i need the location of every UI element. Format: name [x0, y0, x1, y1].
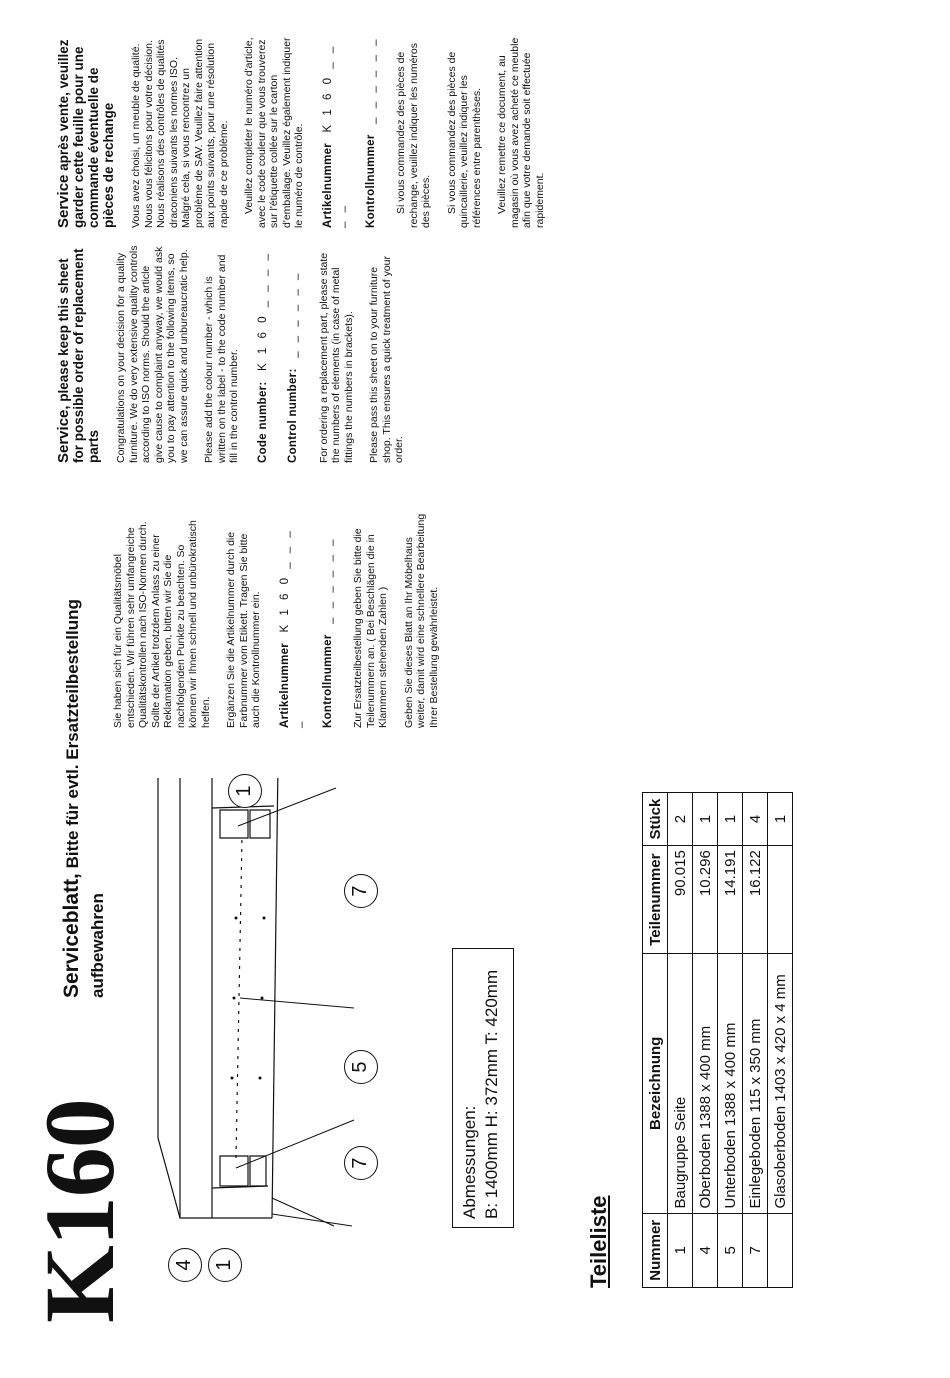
dimensions-value: B: 1400mm H: 372mm T: 420mm: [482, 969, 501, 1219]
callout-4: 4: [168, 1248, 202, 1282]
callout-1-right: 1: [228, 774, 262, 808]
french-paragraph-1: Vous avez choisi, un meuble de qualité. Nous vous félicitons pour votre décision. Nous réalisons des contrôles de qualités draconiens suivants les normes ISO. Malgré cela, si vous rencontrez un problème de SAV. Veuillez faire attention aux points suivants, pour une résolution rapide de ce problème.: [130, 38, 230, 228]
german-control-number: Kontrollnummer _ _ _ _ _ _: [321, 536, 334, 728]
top-panel: [180, 778, 212, 1218]
english-paragraph-2: Please add the colour number - which is written on the label - to the code number and fill in the control number.: [203, 254, 240, 463]
french-heading: Service après vente, veuillez garder cette feuille pour une commande éventuelle de pièces de rechange: [55, 39, 116, 228]
cell-stueck: 1: [693, 793, 718, 846]
header-teilenummer: Teilenummer: [643, 846, 668, 954]
french-paragraph-4: Si vous commandez des pièces de quincaillerie, veuillez indiquer les références entre parenthèses.: [445, 51, 483, 228]
cell-teilenummer: 90.015: [668, 846, 693, 954]
german-paragraph-3: Zur Ersatzteilbestellung geben Sie bitte die Teilenummern an. ( Bei Beschlägen die in Klammern stehenden Zahlen ): [352, 528, 389, 728]
cell-bezeichnung: Glasoberboden 1403 x 420 x 4 mm: [768, 954, 793, 1213]
shelf-right-b: [250, 810, 270, 838]
table-row: [668, 793, 693, 1288]
table-row: [743, 793, 768, 1288]
header-bezeichnung: Bezeichnung: [643, 954, 668, 1213]
english-control-number: Control number: _ _ _ _ _ _: [287, 270, 299, 463]
cell-nummer: 1: [668, 1213, 693, 1287]
header-nummer: Nummer: [643, 1213, 668, 1287]
english-paragraph-3: For ordering a replacement part, please state the numbers of elements (in case of metal fittings the numbers in brackets).: [317, 252, 355, 463]
english-paragraph-1: Congratulations on your decision for a quality furniture. We do very extensive quality controls according to ISO norms. Should the article give cause to complaint anyway, we would ask you to pay attention to the following items, so we can assure quick and unbureaucratic help.: [115, 245, 190, 463]
parts-header-row: [643, 793, 668, 1288]
cell-stueck: 1: [768, 793, 793, 846]
german-paragraph-2: Ergänzen Sie die Artikelnummer durch die Farbnummer vom Etikett. Tragen Sie bitte auch die Kontrollnummer ein.: [225, 531, 262, 728]
dimensions-label: Abmessungen:: [460, 1105, 479, 1219]
german-intro: Sie haben sich für ein Qualitätsmöbel entschieden. Wir führen sehr umfangreiche Qualitätskontrollen nach ISO-Normen durch. Sollte der Artikel trotzdem Anlass zu einer Reklamation geben, bitten wir Sie die nachfolgenden Punkte zu beachten. So können wir Ihnen schnell und unbürokratisch helfen.: [112, 520, 212, 728]
german-article-number: Artikelnummer K 1 6 0 _ _ _ _: [278, 528, 303, 728]
table-row: [768, 793, 793, 1288]
callout-1-left: 1: [208, 1248, 242, 1282]
title-bold: Serviceblatt,: [60, 873, 83, 998]
cell-bezeichnung: Baugruppe Seite: [668, 954, 693, 1213]
top-back-edge-left: [158, 1138, 180, 1218]
french-paragraph-5: Veuillez remettre ce document, au magasin où vous avez acheté ce meuble afin que votre demande soit effectuée rapidement.: [496, 37, 546, 228]
cell-teilenummer: 16.122: [743, 846, 768, 954]
table-row: [693, 793, 718, 1288]
cell-stueck: 1: [718, 793, 743, 846]
french-control-number: Kontrollnummer _ _ _ _ _ _: [364, 36, 377, 228]
cell-teilenummer: 14.191: [718, 846, 743, 954]
parts-table: [642, 792, 793, 1288]
cell-nummer: 5: [718, 1213, 743, 1287]
english-heading: Service, please keep this sheet for possible order of replacement parts: [55, 248, 101, 463]
leader-7-left: [236, 1120, 354, 1168]
callout-7-right: 7: [344, 874, 378, 908]
title-rest: Bitte für evtl. Ersatzteilbestellung: [63, 599, 82, 874]
title-line2: aufbewahren: [88, 893, 107, 998]
cell-stueck: 4: [743, 793, 768, 846]
cell-nummer: 4: [693, 1213, 718, 1287]
french-paragraph-3: Si vous commandez des pièces de rechange, veuillez indiquer les numéros des pièces.: [395, 42, 432, 228]
shelf-left-a: [220, 1156, 248, 1186]
dimensions-box: [452, 948, 514, 1228]
callout-5: 5: [344, 1050, 378, 1084]
cell-teilenummer: 10.296: [693, 846, 718, 954]
model-number: K160: [24, 1099, 135, 1323]
english-column: [56, 245, 419, 463]
german-column: [112, 513, 453, 728]
cell-nummer: 7: [743, 1213, 768, 1287]
cell-bezeichnung: Oberboden 1388 x 400 mm: [693, 954, 718, 1213]
french-paragraph-2: Veuillez compléter le numéro d'article, avec le code couleur que vous trouverez sur l'étiquette collée sur le carton d'emballage. Veuillez également indiquer le numéro de contrôle.: [243, 37, 305, 228]
leader-5: [240, 998, 354, 1008]
header-stueck: Stück: [643, 793, 668, 846]
french-column: [56, 33, 559, 228]
cell-bezeichnung: Unterboden 1388 x 400 mm: [718, 954, 743, 1213]
english-paragraph-4: Please pass this sheet on to your furniture shop. This ensures a quick treatment of your order.: [368, 256, 405, 463]
cell-teilenummer: [768, 846, 793, 954]
cell-bezeichnung: Einlegeboden 115 x 350 mm: [743, 954, 768, 1213]
cell-nummer: [768, 1213, 793, 1287]
english-code-number: Code number: K 1 6 0 _ _ _ _: [256, 251, 269, 463]
cell-stueck: 2: [668, 793, 693, 846]
table-row: [718, 793, 743, 1288]
furniture-drawing: [150, 778, 410, 1258]
parts-list-title: Teileliste: [586, 1195, 611, 1288]
shelf-left-b: [250, 1156, 266, 1186]
callout-7-left: 7: [344, 1146, 378, 1180]
german-paragraph-4: Geben Sie dieses Blatt an Ihr Möbelhaus weiter, damit wird eine schnellere Bearbeitung Ihrer Bestellung gewährleistet.: [402, 513, 440, 728]
french-article-number: Artikelnummer K 1 6 0 _ _ _ _: [321, 43, 346, 228]
